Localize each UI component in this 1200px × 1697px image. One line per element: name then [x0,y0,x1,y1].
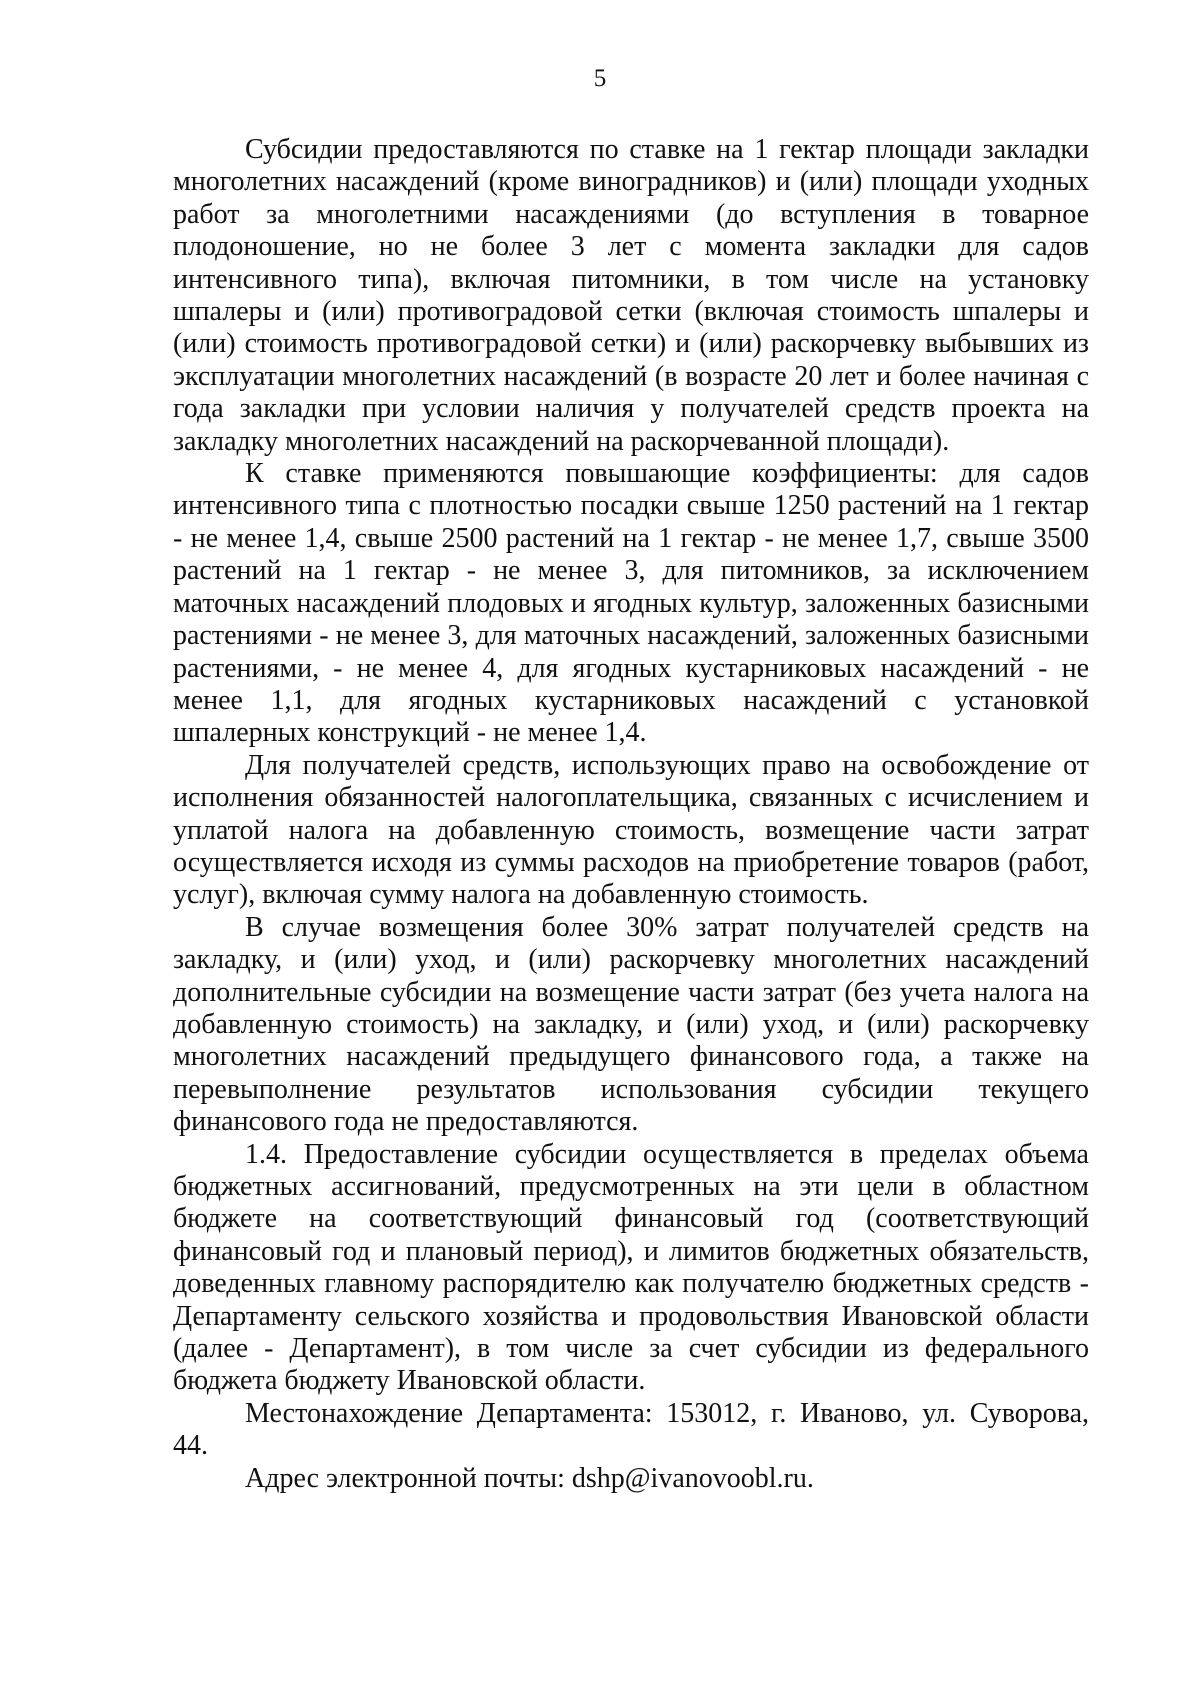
paragraph-subsidy-rate: Субсидии предоставляются по ставке на 1 гектар площади закладки многолетних насаждений (кроме виноградников) и (или) площади уходных работ за многолетними насаждениями (до вступления в товарное плодоношение, но не более 3 лет с момента закладки для садов интенсивного типа), включая питомники, в том числе на установку шпалеры и (или) противоградовой сетки (включая стоимость шпалеры и (или) стоимость противоградовой сетки) и (или) раскорчевку выбывших из эксплуатации многолетних насаждений (в возрасте 20 лет и более начиная с года закладки при условии наличия у получателей средств проекта на закладку многолетних насаждений на раскорчеванной площади). [173,134,1089,457]
paragraph-vat-exemption: Для получателей средств, использующих право на освобождение от исполнения обязанностей налогоплательщика, связанных с исчислением и уплатой налога на добавленную стоимость, возмещение части затрат осуществляется исходя из суммы расходов на приобретение товаров (работ, услуг), включая сумму налога на добавленную стоимость. [173,749,1089,911]
paragraph-coefficients: К ставке применяются повышающие коэффициенты: для садов интенсивного типа с плотностью посадки свыше 1250 растений на 1 гектар - не менее 1,4, свыше 2500 растений на 1 гектар - не менее 1,7, свыше 3500 растений на 1 гектар - не менее 3, для питомников, за исключением маточных насаждений плодовых и ягодных культур, заложенных базисными растениями - не менее 3, для маточных насаждений, заложенных базисными растениями, - не менее 4, для ягодных кустарниковых насаждений - не менее 1,1, для ягодных кустарниковых насаждений с установкой шпалерных конструкций - не менее 1,4. [173,458,1089,749]
paragraph-department-location: Местонахождение Департамента: 153012, г. Иваново, ул. Суворова, 44. [173,1397,1089,1462]
paragraph-additional-subsidies: В случае возмещения более 30% затрат получателей средств на закладку, и (или) уход, и (или) раскорчевку многолетних насаждений дополнительные субсидии на возмещение части затрат (без учета налога на добавленную стоимость) на закладку, и (или) уход, и (или) раскорчевку многолетних насаждений предыдущего финансового года, а также на перевыполнение результатов использования субсидии текущего финансового года не предоставляются. [173,911,1089,1138]
page-number: 5 [593,65,607,92]
paragraph-section-1-4: 1.4. Предоставление субсидии осуществляется в пределах объема бюджетных ассигнований, предусмотренных на эти цели в областном бюджете на соответствующий финансовый год (соответствующий финансовый год и плановый период), и лимитов бюджетных обязательств, доведенных главному распорядителю как получателю бюджетных средств - Департаменту сельского хозяйства и продовольствия Ивановской области (далее - Департамент), в том числе за счет субсидии из федерального бюджета бюджету Ивановской области. [173,1138,1089,1397]
document-body [173,134,1089,1495]
paragraph-email-address: Адрес электронной почты: dshp@ivanovoobl.ru. [245,1462,814,1494]
